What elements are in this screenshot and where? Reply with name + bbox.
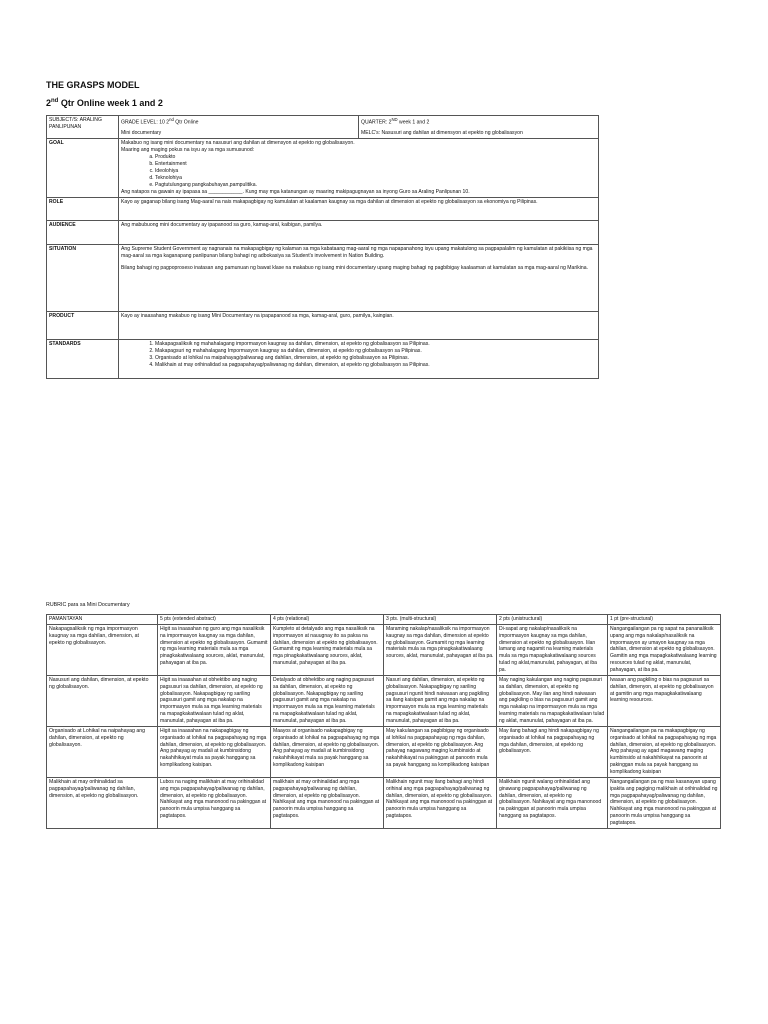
goal-item: b. Entertainment [155, 161, 596, 168]
product-label: PRODUCT [47, 311, 119, 339]
subtitle-ordinal: 2 [46, 98, 52, 108]
quarter-cell [359, 116, 599, 139]
rubric-header: 5 pts (extended abstract) [158, 615, 271, 625]
goal-content [119, 138, 599, 197]
audience-content: Ang mabubuong mini documentary ay ipapanood sa guro, kamag-aral, kaibigan, pamilya. [119, 220, 599, 244]
product-row [47, 311, 599, 339]
rubric-criterion: Organisado at Lohikal na naipahayag ang dahilan, dimension, at epekto ng globalisasyon. [47, 726, 158, 777]
standard-item: 3. Organisado at lohikal na maipahayag/paliwanag ang dahilan, dimension, at epekto ng globalisasyon sa Pilipinas. [155, 355, 596, 362]
rubric-row [47, 777, 721, 828]
document-subtitle [46, 98, 163, 108]
rubric-cell: Higit sa inaasahan at obhektibo ang naging pagsusuri sa dahilan, dimension, at epekto ng globalisasyon. Nakapagbigay ng sariling pagsusuri gamit ang mga nakalap na impormasyon mula sa mga learning materials na mapagkakatiwalaan tulad ng aklat, manunulat, pahayagan at iba pa. [158, 675, 271, 726]
quarter [361, 117, 596, 127]
rubric-criterion: Nakapagsaliksik ng mga impormasyon kaugnay sa mga dahilan, dimension, at epekto ng globalisasyon. [47, 624, 158, 675]
role-label: ROLE [47, 197, 119, 220]
mini-doc-label: Mini documentary [121, 129, 162, 136]
rubric-cell: Malikhain ngunit walang orihinalidad ang ginawang pagpapahayag/paliwanag ng dahilan, dimension, at epekto ng globalisasyon. Nahikayat ang mga manonood na pakinggan at panoorin mula umpisa hanggang sa pagtatapos. [497, 777, 608, 828]
standards-content [119, 339, 599, 378]
rubric-cell: Di-sapat ang nakalap/nasaliksik na impormasyon kaugnay sa mga dahilan, dimension at epekto ng globalisasyon. Iilan lamang ang nagamit na learning materials mula sa mga mapagkakatiwalaang sources tulad ng aklat,manunulat, pahayagan, at iba pa. [497, 624, 608, 675]
rubric-header: 1 pt (pre-structural) [608, 615, 721, 625]
goal-list [121, 154, 596, 189]
rubric-cell: May naging kakulangan ang naging pagsusuri sa dahilan, dimension, at epekto ng globalisasyon. May ilan ang hindi naiwasan ang pagkiling o bias na pagsusuri gamit ang mga nakalap na impormasyon mula sa mga learning materials na mapagkakatiwalaan tulad ng aklat, manunulat, pahayagan at iba pa. [497, 675, 608, 726]
goal-item: d. Teknolohiya [155, 175, 596, 182]
role-row [47, 197, 599, 220]
rubric-cell: Malikhain ngunit may ilang bahagi ang hindi orihinal ang mga pagpapahayag/paliwanag ng dahilan, dimension, at epekto ng globalisasyon. Nahikayat ang mga manonood na pakinggan at panoorin mula umpisa hanggang sa pagtatapos. [384, 777, 497, 828]
rubric-cell: Maraming nakalap/nasaliksik na impormasyon kaugnay sa mga dahilan, dimension at epekto ng globalisasyon. Gumamit ng mga learning materials mula sa mga pinagkakatiwalaang sources, aklat, manunulat, pahayagan at iba pa. [384, 624, 497, 675]
grade-level-text: GRADE LEVEL: 10 2 [121, 119, 170, 126]
rubric-cell: Nangangailangan pa ng mas kasanayan upang ipakita ang pagiging malikhain at orihinalidad ng mga pagpapahayag/paliwanag ng dahilan, dimension, at epekto ng globalisasyon. Nahikayat ang mga manonood na pakinggan at panoorin mula umpisa hanggang sa pagtatapos. [608, 777, 721, 828]
goal-item: c. Ideolohiya [155, 168, 596, 175]
standards-row [47, 339, 599, 378]
rubric-cell: Nangangailangan pa na makapagbigay ng organisado at lohikal na pagpapahayag ng mga dahilan, dimension, at epekto ng globalisasyon. Ang pahayag ay agad magawang maging kumbinsido at nakahihikayat na panoorin at pakinggan mula sa payak hanggang sa komplikadong kaisipan [608, 726, 721, 777]
rubric-row [47, 675, 721, 726]
goal-footer: Ang natapos na gawain ay ipapasa sa ____________. Kung may mga katanungan ay maaring makipagugnayan sa inyong Guro sa Araling Panlipunan 10. [121, 188, 470, 195]
rubric-header: PAMANTAYAN [47, 615, 158, 625]
rubric-title: RUBRIC para sa Mini Documentary [46, 602, 130, 608]
grasps-header-row [47, 116, 599, 139]
rubric-row [47, 726, 721, 777]
situation-p1: Ang Supreme Student Government ay nagnanais na makapagbigay ng kalaman sa mga kabataang mag-aaral ng mga napapanahong isyu upang makatulong sa pagpapalalim ng kamulatan at pakikiisa ng mga mag-aaral sa mga kaganapang panlipunan bilang bahagi ng adbokasiya sa Student's involvement in Nation Building. [121, 245, 593, 259]
rubric-header: 2 pts (unistructural) [497, 615, 608, 625]
role-content: Kayo ay gaganap bilang isang Mag-aaral na nais makapagbigay ng kamulatan at kaalaman kaugnay sa mga dahilan at dimension at epekto ng globalisasyon sa ekonomiya ng Pilipinas. [119, 197, 599, 220]
rubric-cell: malikhain at may orihinalidad ang mga pagpapahayag/paliwanag ng dahilan, dimension, at epekto ng globalisasyon. Nahikayat ang mga manonood na pakinggan at panoorin mula umpisa hanggang sa pagtatapos. [271, 777, 384, 828]
goal-item: a. Produkto [155, 154, 596, 161]
rubric-cell: Lubos na naging malikhain at may orihinalidad ang mga pagpapahayag/paliwanag ng dahilan, dimension, at epekto ng globalisasyon. Nahikayat ang mga manonood na pakinggan at panoorin mula umpisa hanggang sa pagtatapos. [158, 777, 271, 828]
goal-label: GOAL [47, 138, 119, 197]
rubric-criterion: Malikhain at may orihinalidad sa pagpapahayag/paliwanag ng dahilan, dimension, at epekto ng globalisasyon. [47, 777, 158, 828]
grade-level-rest: Qtr Online [173, 119, 199, 126]
standard-item: 2. Makapagsuri ng mahahalagang Impormasyon kaugnay sa dahilan, dimension, at epekto ng globalisasyon sa Pilipinas. [155, 348, 596, 355]
quarter-rest: week 1 and 2 [397, 119, 430, 126]
subject-cell: SUBJECT/S: ARALING PANLIPUNAN [47, 116, 119, 139]
rubric-cell: Nangangailangan pa ng sapat na pananaliksik upang ang mga nakalap/nasaliksik na impormasyon ay umayon kaugnay sa mga dahilan, dimension at epekto ng globalisasyon. Gamitin ang mga mapagkakatiwalaang learning resources tulad ng aklat, manunulat, pahayagan, at iba pa. [608, 624, 721, 675]
standards-label: STANDARDS [47, 339, 119, 378]
document-title: THE GRASPS MODEL [46, 80, 140, 90]
audience-label: AUDIENCE [47, 220, 119, 244]
rubric-cell: May ilang bahagi ang hindi nakapagbigay ng organisado at lohikal na pagpapahayag ng mga dahilan, dimension, at epekto ng globalisasyon. [497, 726, 608, 777]
situation-row [47, 244, 599, 311]
goal-line1: Makabuo ng isang mini documentary na nasusuri ang dahilan at dimensyon at epekto ng globalisasyon. [121, 139, 355, 146]
product-content: Kayo ay inaasahang makabuo ng isang Mini Documentary na ipapapanood sa mga, kamag-aral, guro, pamilya, kaingian. [119, 311, 599, 339]
rubric-cell: Maayos at organisado nakapagbigay ng organisado at lohikal na pagpapahayag ng mga dahilan, dimension, at epekto ng globalisasyon. Ang pahayag ay madali at kumbinsidong nakahihikayat mula sa payak hanggang sa komplikadong kaisipan [271, 726, 384, 777]
audience-row [47, 220, 599, 244]
rubric-cell: Detalyado at obhektibo ang naging pagsusuri sa dahilan, dimension, at epekto ng globalisasyon. Nakapagbigay ng sariling pagsusuri gamit ang mga nakalap na impormasyon mula sa mga learning materials na mapagkakatiwalaan tulad ng aklat, manunulat, pahayagan at iba pa. [271, 675, 384, 726]
standard-item: 4. Malikhain at may orihinalidad sa pagpapahayag/paliwanag ng dahilan, dimension, at epekto ng globalisasyon sa Pilipinas. [155, 362, 596, 369]
goal-item: e. Pagtutulungang pangkabuhayan,pampulitika. [155, 182, 596, 189]
rubric-cell: May kakulangan sa pagbibigay ng organisado at lohikal na pagpapahayag ng mga dahilan, dimension, at epekto ng globalisasyon. Ang pahayag nagawang maging kumbinsido at nakahihikayat na pakinggan at panoorin mula sa payak hanggang sa komplikadong kaisipan [384, 726, 497, 777]
rubric-header-row [47, 615, 721, 625]
subtitle-rest: Qtr Online week 1 and 2 [58, 98, 163, 108]
grasps-table [46, 115, 599, 379]
situation-p2: Bilang bahagi ng pagpoproseso inatasan ang pamunuan ng bawat klase na makabuo ng isang mini documentary upang maging bahagi ng pagbibigay kaalaaman at kamulatan sa mga mag-aaral ng Marikina. [121, 264, 588, 271]
grade-level-sup: nd [169, 117, 174, 122]
goal-line2: Maaring ang maging pokus na isyu ay sa mga sumusunod: [121, 146, 255, 153]
rubric-criterion: Nasusuri ang dahilan, dimension, at epekto ng globalisasyon. [47, 675, 158, 726]
rubric-cell: Nasuri ang dahilan, dimension, at epekto ng globalisasyon. Nakapagbigay ng sariling pagsusuri ngunit hindi naiwasan ang pagkiling sa ilang kaisipan gamit ang mga nakalap na impormasyon mula sa mga learning materials na mapagkakatiwalaan tulad ng aklat, manunulat, pahayagan at iba pa. [384, 675, 497, 726]
rubric-cell: Kumpleto at detalyado ang mga nasaliksik na impormasyon at nauugnay ito sa paksa na dahilan, dimension at epekto ng globalisasyon. Gumamit ng mga learning materials mula sa mga pinagkakatiwalaang sources, aklat, manunulat, pahayagan at iba pa. [271, 624, 384, 675]
standards-list [121, 341, 596, 369]
subtitle-superscript: nd [51, 98, 59, 104]
melc-text: MELC's: Nasusuri ang dahilan at dimensyon at epekto ng globalisasyon [361, 129, 523, 136]
rubric-cell: Higit sa inaasahan ng guro ang mga nasaliksik na impormasyon kaugnay sa mga dahilan, dimension at epekto ng globalisasyon. Gumamit ng mga learning materials mula sa mga pinagkakatiwalaang sources, aklat, manunulat, pahayagan at iba pa. [158, 624, 271, 675]
rubric-table [46, 614, 721, 829]
rubric-cell: Higit sa inaasahan na nakapagbigay ng organisado at lohikal na pagpapahayag ng mga dahilan, dimension, at epekto ng globalisasyon. Ang pahayag ay madali at kumbinsidong nakahihikayat mula sa payak hanggang sa komplikadong kaisipan. [158, 726, 271, 777]
grade-level [121, 117, 356, 127]
standard-item: 1. Makapagsaliksik ng mahahalagang impormasyon kaugnay sa dahilan, dimension, at epekto ng globalisasyon sa Pilipinas. [155, 341, 596, 348]
rubric-cell: Iwasan ang pagkiling o bias na pagsusuri sa dahilan, dimenyon, at epekto ng globalisasyon at gamitin ang mga mapagkakatiwalaang learning resources. [608, 675, 721, 726]
rubric-header: 4 pts (relational) [271, 615, 384, 625]
situation-content [119, 244, 599, 311]
quarter-sup: ND [391, 117, 398, 122]
quarter-text: QUARTER: 2 [361, 119, 392, 126]
rubric-header: 3 pts. (multi-structural) [384, 615, 497, 625]
rubric-row [47, 624, 721, 675]
goal-row [47, 138, 599, 197]
grade-level-cell [119, 116, 359, 139]
situation-label: SITUATION [47, 244, 119, 311]
